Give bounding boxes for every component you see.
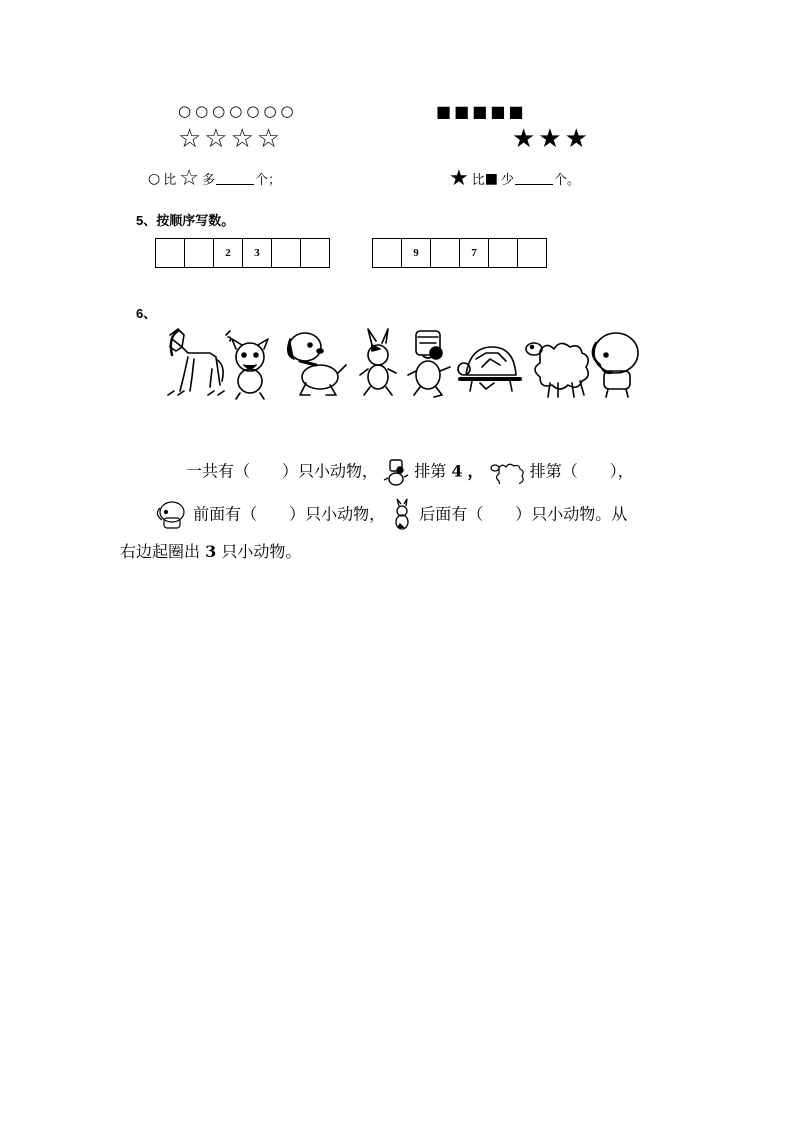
animal-lineup (160, 325, 644, 400)
pig-icon[interactable] (226, 331, 268, 399)
elephant-icon (148, 500, 188, 530)
question-6-line-1 (186, 458, 634, 486)
rabbit-icon (390, 498, 414, 532)
sequence-cell[interactable]: 3 (242, 238, 272, 268)
text-ge: 个。 (554, 173, 581, 188)
rank-number: 4 (451, 461, 463, 481)
answer-blank[interactable] (216, 172, 254, 185)
solid-stars-row: ★★★ (512, 124, 591, 154)
circle-count: 3 (205, 542, 217, 561)
text-front: 前面有（ ）只小动物， (193, 504, 386, 524)
text-animals: 只小动物。 (221, 542, 302, 561)
text-shao: 少 (500, 173, 514, 188)
rabbit-icon[interactable] (360, 329, 396, 395)
question-6-title: 6、 (136, 306, 157, 321)
text-rank-blank: 排第（ ）， (529, 461, 634, 481)
hollow-star-icon: ☆ (179, 166, 199, 191)
squares-row: ■■■■■ (436, 102, 527, 121)
answer-blank[interactable] (515, 172, 553, 185)
hollow-stars-row: ☆☆☆☆ (178, 124, 284, 154)
sequence-boxes-2 (372, 238, 547, 268)
text-total: 一共有（ ）只小动物， (186, 461, 379, 481)
sequence-cell[interactable] (430, 238, 460, 268)
question-6-line-2 (148, 498, 627, 532)
dog-icon[interactable] (288, 333, 346, 395)
text-rank: 排第 (414, 461, 447, 481)
text-bi: 比 (471, 173, 485, 188)
text-behind: 后面有（ ）只小动物。从 (419, 504, 628, 524)
question-6-line-3 (120, 542, 301, 562)
sequence-cell[interactable]: 9 (401, 238, 431, 268)
sequence-cell[interactable] (488, 238, 518, 268)
text-comma: ， (467, 461, 484, 481)
sequence-cell[interactable] (300, 238, 330, 268)
text-duo: 多 (201, 173, 215, 188)
sequence-boxes-1 (155, 238, 330, 268)
sheep-icon[interactable] (526, 343, 588, 397)
sequence-cell[interactable] (372, 238, 402, 268)
text-circle-from-right: 右边起圈出 (120, 542, 201, 561)
sheep-icon (489, 460, 525, 484)
sequence-cell[interactable]: 2 (213, 238, 243, 268)
circles-row: ○○○○○○○ (178, 102, 298, 120)
horse-icon[interactable] (168, 329, 224, 395)
cat-icon[interactable] (408, 331, 450, 397)
square-icon: ■ (484, 170, 498, 187)
question-5-title: 5、按顺序写数。 (136, 213, 235, 228)
text-bi: 比 (163, 173, 177, 188)
sequence-cell[interactable]: 7 (459, 238, 489, 268)
sequence-cell[interactable] (184, 238, 214, 268)
sequence-cell[interactable] (271, 238, 301, 268)
circle-icon: ○ (148, 170, 161, 187)
sequence-cell[interactable] (155, 238, 185, 268)
compare-left-sentence (148, 166, 281, 191)
compare-right-sentence (446, 166, 580, 191)
text-ge: 个； (254, 173, 281, 188)
turtle-icon[interactable] (458, 347, 520, 391)
elephant-icon[interactable] (593, 333, 638, 397)
cat-icon (383, 458, 409, 486)
sequence-cell[interactable] (517, 238, 547, 268)
solid-star-icon: ★ (449, 166, 469, 191)
